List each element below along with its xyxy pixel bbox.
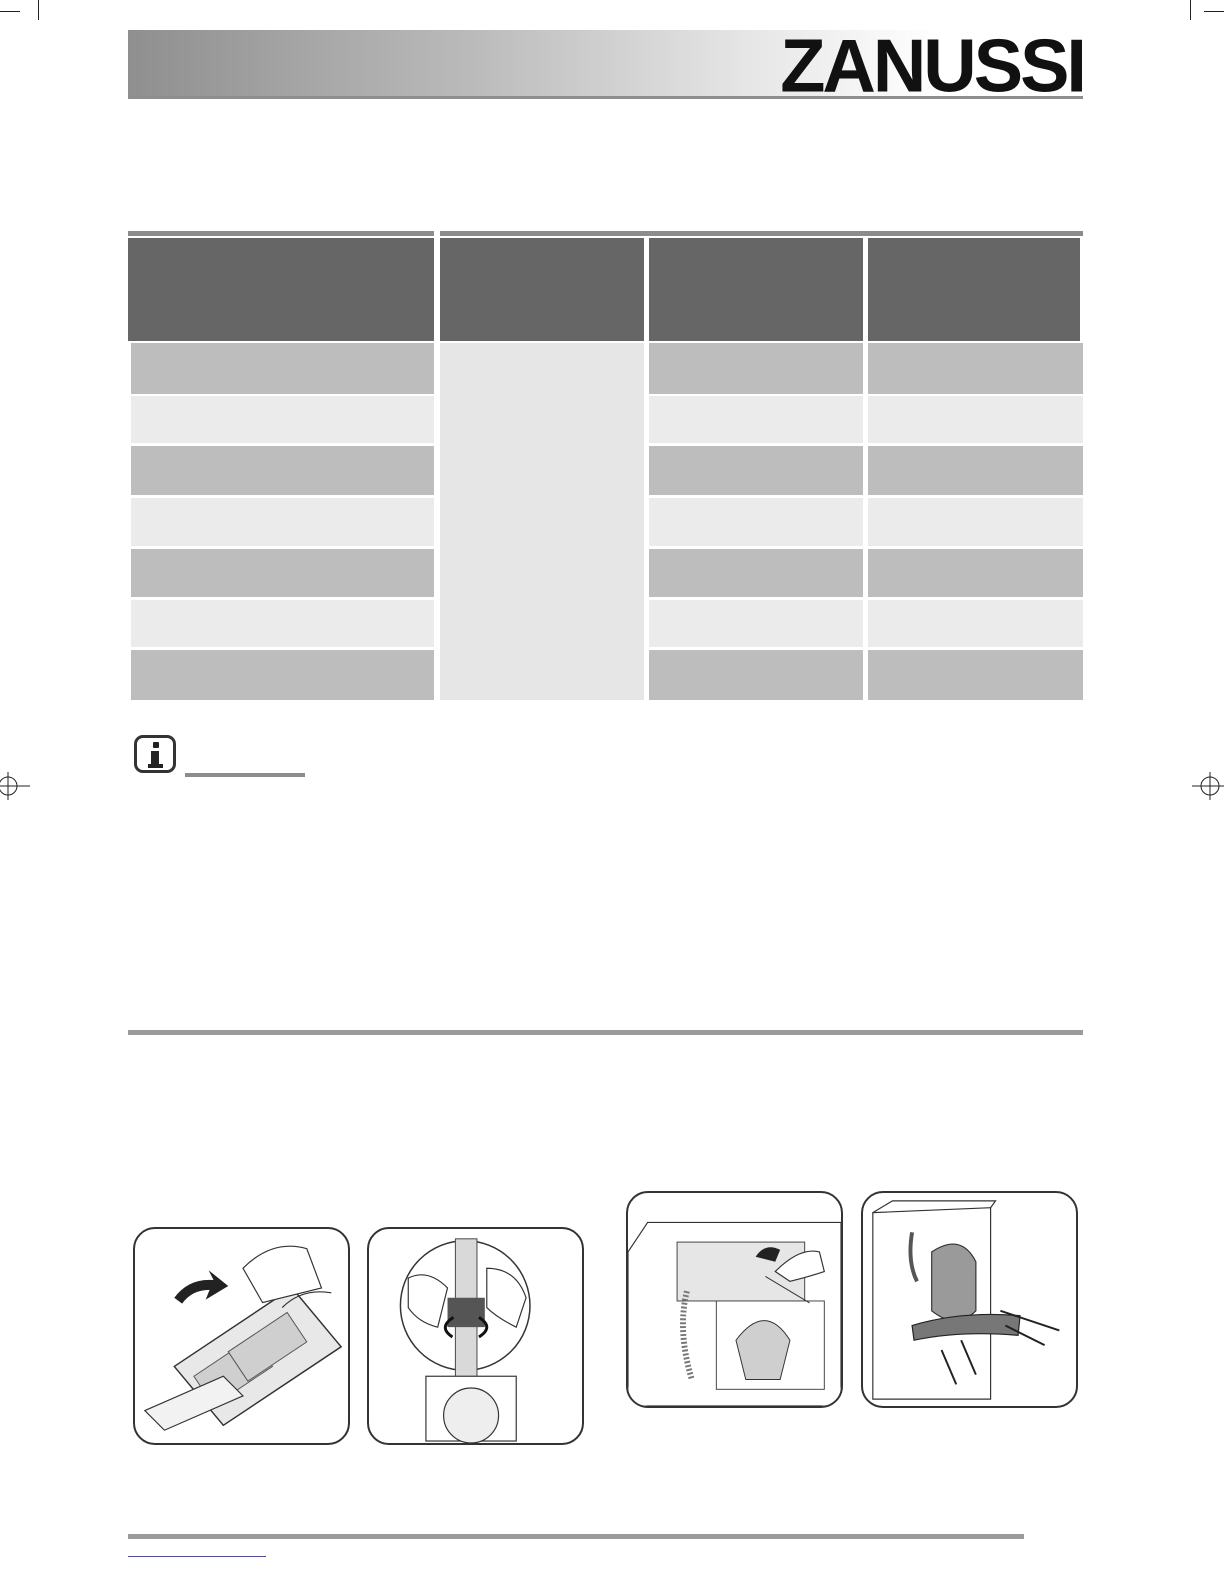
crop-mark [1204,11,1224,12]
table-row-4-cell [131,549,434,597]
table-row-2-cell [649,446,863,495]
table-row-3-cell [649,498,863,546]
footer-rule [128,1534,1024,1539]
table-row-1-cell [649,396,863,443]
section-divider [128,1030,1083,1035]
table-row-6-cell [649,650,863,700]
brand-logo: ZANUSSI [780,22,1084,108]
table-row-6-cell [131,650,434,700]
registration-mark-left [0,770,32,802]
table-header-cell [649,238,863,341]
tilt-appliance-figure [133,1227,350,1445]
table-row-4-cell [868,549,1083,597]
table-header-cell [868,238,1080,341]
table-row-1-cell [868,396,1083,443]
table-row-5-cell [868,600,1083,647]
table-row-0-cell [131,343,434,394]
table-row-5-cell [131,600,434,647]
crop-mark [1190,0,1191,20]
table-row-3-cell [131,498,434,546]
table-row-2-cell [131,446,434,495]
remove-back-panel-bolt-figure [626,1191,843,1408]
crop-mark [0,11,20,12]
info-icon [134,735,176,773]
info-heading-rule [185,773,305,777]
remove-hose-clip-figure [367,1227,584,1445]
table-row-4-cell [649,549,863,597]
table-header-cell [128,238,434,341]
table-header-cell [440,238,644,341]
table-row-3-cell [868,498,1083,546]
remove-transit-bracket-figure [861,1191,1078,1408]
table-row-2-cell [868,446,1083,495]
table-row-1-cell [131,396,434,443]
table-row-0-cell [868,343,1083,394]
table-row-5-cell [649,600,863,647]
crop-mark [38,0,39,20]
table-top-rule [128,231,434,236]
registration-mark-right [1190,770,1224,802]
table-row-6-cell [868,650,1083,700]
footer-link-underline [128,1556,266,1557]
table-row-0-cell [649,343,863,394]
table-merged-cell [440,343,644,700]
table-top-rule [440,231,1083,236]
